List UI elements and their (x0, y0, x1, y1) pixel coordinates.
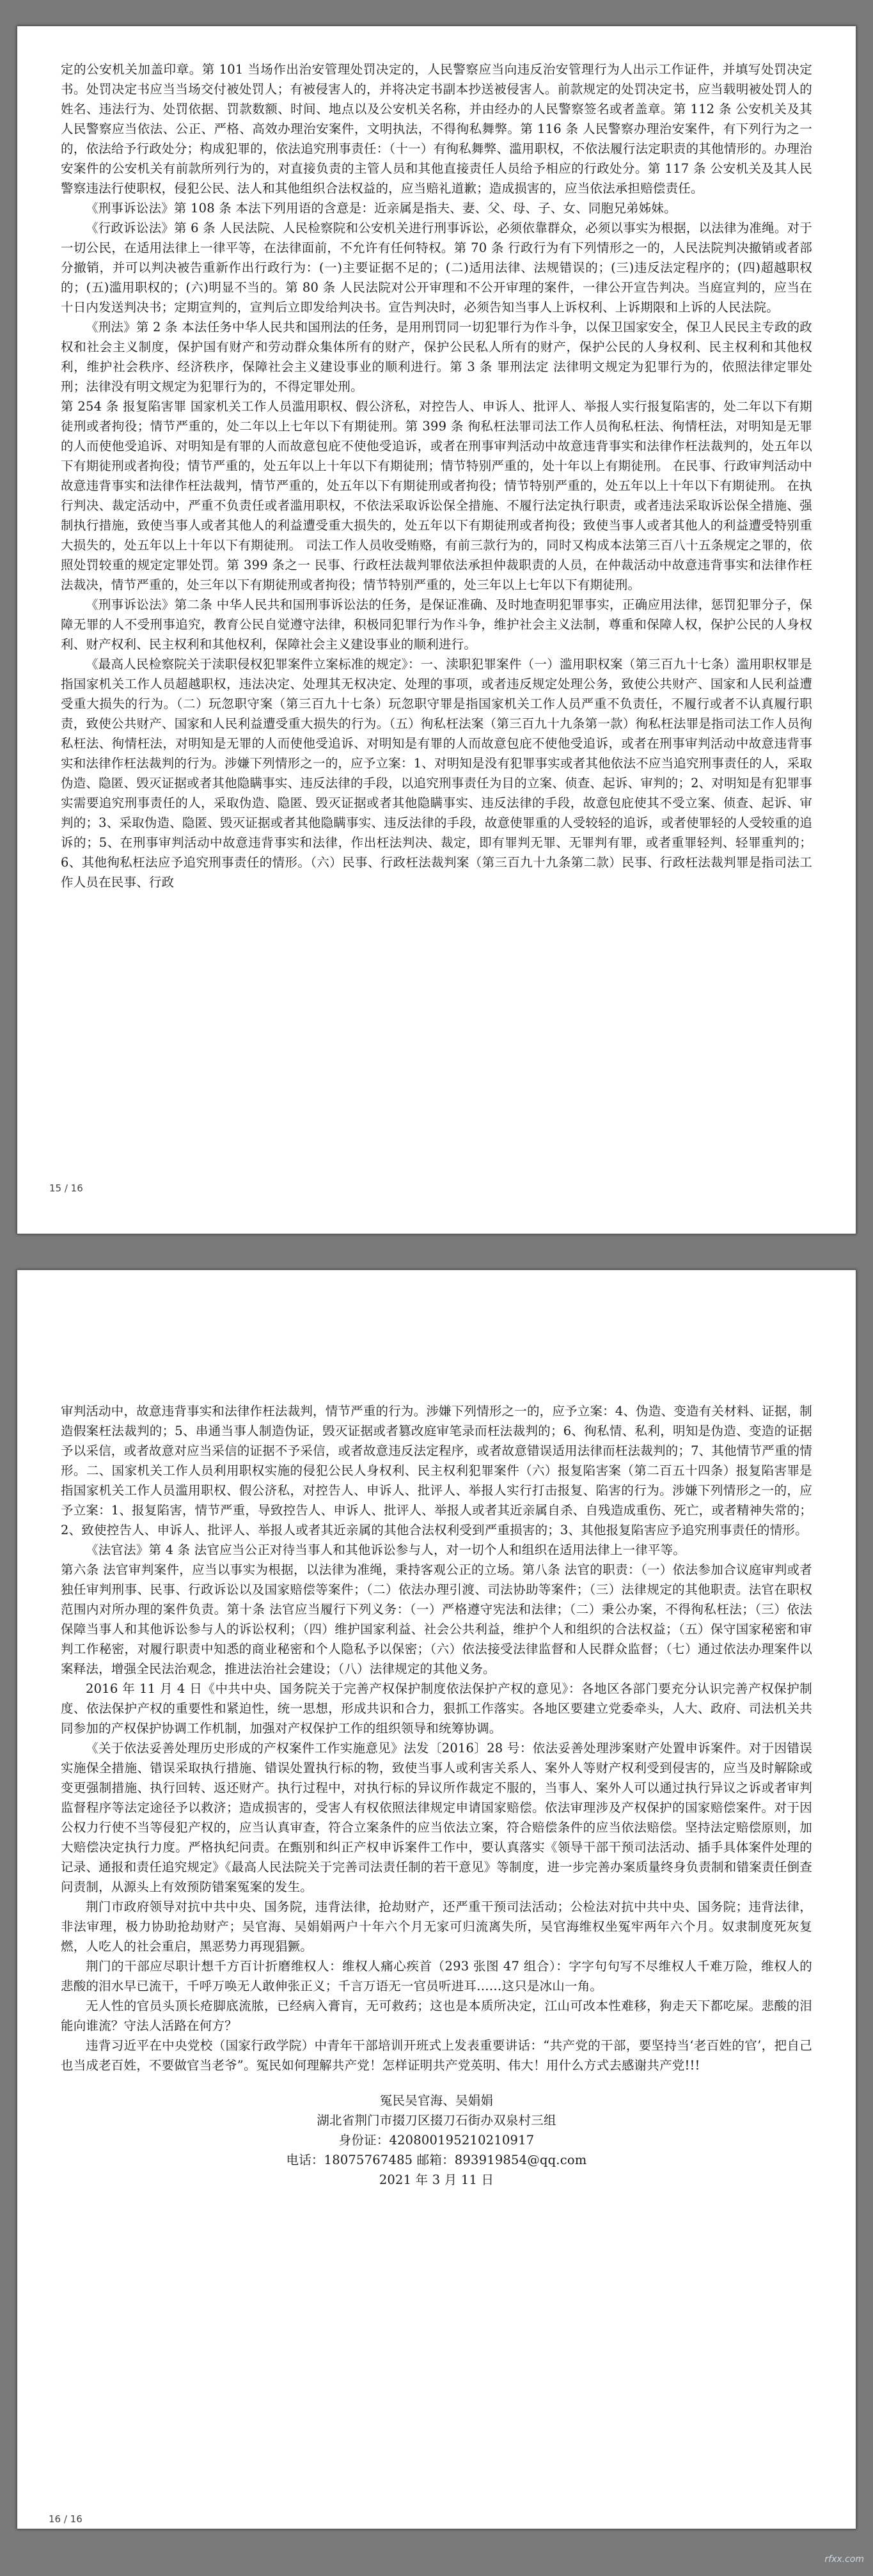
paragraph: 第 254 条 报复陷害罪 国家机关工作人员滥用职权、假公济私，对控告人、申诉人、批评人、举报人实行报复陷害的，处二年以下有期徒刑或者拘役；情节严重的，处二年以上七年以下有期徒刑。第 399 条 徇私枉法罪司法工作人员徇私枉法、徇情枉法，对明知是无罪的人而使他受追诉、对明知是有罪的人而故意包庇不使他受追诉，或者在刑事审判活动中故意违背事实和法律作枉法裁判的，处五年以下有期徒刑或者拘役；情节严重的，处五年以上十年以下有期徒刑；情节特别严重的，处十年以上有期徒刑。 在民事、行政审判活动中故意违背事实和法律作枉法裁判，情节严重的，处五年以下有期徒刑或者拘役；情节特别严重的，处五年以上十年以下有期徒刑。 在执行判决、裁定活动中，严重不负责任或者滥用职权，不依法采取诉讼保全措施、不履行法定执行职责，或者违法采取诉讼保全措施、强制执行措施，致使当事人或者其他人的利益遭受重大损失的，处五年以下有期徒刑或者拘役；致使当事人或者其他人的利益遭受特别重大损失的，处五年以上十年以下有期徒刑。 司法工作人员收受贿赂，有前三款行为的，同时又构成本法第三百八十五条规定之罪的，依照处罚较重的规定定罪处罚。第 399 条之一 民事、行政枉法裁判罪依法承担仲裁职责的人员，在仲裁活动中故意违背事实和法律作枉法裁决，情节严重的，处三年以下有期徒刑或者拘役；情节特别严重的，处三年以上七年以下有期徒刑。 (61, 399, 812, 592)
paragraph: 定的公安机关加盖印章。第 101 当场作出治安管理处罚决定的，人民警察应当向违反治安管理行为人出示工作证件，并填写处罚决定书。处罚决定书应当当场交付被处罚人；有被侵害人的，并将决定书副本抄送被侵害人。前款规定的处罚决定书，应当载明被处罚人的姓名、违法行为、处罚依据、罚款数额、时间、地点以及公安机关名称，并由经办的人民警察签名或者盖章。第 112 条 公安机关及其人民警察应当依法、公正、严格、高效办理治安案件，文明执法，不得徇私舞弊。第 116 条 人民警察办理治安案件，有下列行为之一的，依法给予行政处分；构成犯罪的，依法追究刑事责任：（十一）有徇私舞弊、滥用职权，不依法履行法定职责的其他情形的。办理治安案件的公安机关有前款所列行为的，对直接负责的主管人员和其他直接责任人员给予相应的行政处分。第 117 条 公安机关及其人民警察违法行使职权，侵犯公民、法人和其他组织合法权益的，应当赔礼道歉；造成损害的，应当依法承担赔偿责任。 (61, 62, 812, 196)
paragraph: 审判活动中，故意违背事实和法律作枉法裁判，情节严重的行为。涉嫌下列情形之一的，应予立案：4、伪造、变造有关材料、证据，制造假案枉法裁判的；5、串通当事人制造伪证，毁灭证据或者篡改庭审笔录而枉法裁判的；6、徇私情、私利，明知是伪造、变造的证据予以采信，或者故意对应当采信的证据不予采信，或者故意违反法定程序，或者故意错误适用法律而枉法裁判的；7、其他情节严重的情形。二、国家机关工作人员利用职权实施的侵犯公民人身权利、民主权利犯罪案件（六）报复陷害案（第二百五十四条）报复陷害罪是指国家机关工作人员滥用职权、假公济私，对控告人、申诉人、批评人、举报人实行打击报复、陷害的行为。涉嫌下列情形之一的，应予立案：1、报复陷害，情节严重，导致控告人、申诉人、批评人、举报人或者其近亲属自杀、自残造成重伤、死亡，或者精神失常的；2、致使控告人、申诉人、批评人、举报人或者其近亲属的其他合法权利受到严重损害的；3、其他报复陷害应予追究刑事责任的情形。 (61, 1404, 812, 1537)
paragraph: 荆门的干部应尽职计想千方百计折磨维权人：维权人痛心疾首（293 张图 47 组合）：字字句句写不尽维权人千难万险，维权人的悲酸的泪水早已流干，千呼万唤无人敢伸张正义；千言万语无一官员听进耳……这只是冰山一角。 (61, 1959, 812, 1993)
page-16-body (61, 1401, 812, 2190)
page-number: 16 / 16 (49, 2513, 83, 2525)
paragraph: 违背习近平在中央党校（国家行政学院）中青年干部培训开班式上发表重要讲话：“共产党的干部，要坚持当‘老百姓的官’，把自己也当成老百姓，不要做官当老爷”。冤民如何理解共产党！怎样证明共产党英明、伟大！用什么方式去感谢共产党!!! (61, 2038, 812, 2073)
paragraph: 荆门市政府领导对抗中共中央、国务院，违背法律，抢劫财产，还严重干预司法活动；公检法对抗中共中央、国务院；违背法律，非法审理，极力协助抢劫财产；吴官海、吴娟娟两户十年六个月无家可归流离失所，吴官海维权坐冤牢两年六个月。奴隶制度死灰复燃，人吃人的社会重启，黑恶势力再现猖獗。 (61, 1899, 812, 1954)
paragraph: 《关于依法妥善处理历史形成的产权案件工作实施意见》法发〔2016〕28 号：依法妥善处理涉案财产处置申诉案件。对于因错误实施保全措施、错误采取执行措施、错误处置执行标的物，致使当事人或利害关系人、案外人等财产权利受到侵害的，应当及时解除或变更强制措施、执行回转、返还财产。执行过程中，对执行标的异议所作裁定不服的，当事人、案外人可以通过执行异议之诉或者审判监督程序等法定途径予以救济；造成损害的，受害人有权依照法律规定申请国家赔偿。依法审理涉及产权保护的国家赔偿案件。对于因公权力行使不当等侵犯产权的，应当认真审查，符合立案条件的应当依法立案，符合赔偿条件的应当依法赔偿。坚持法定赔偿原则，加大赔偿决定执行力度。严格执纪问责。在甄别和纠正产权申诉案件工作中，要认真落实《领导干部干预司法活动、插手具体案件处理的记录、通报和责任追究规定》《最高人民法院关于完善司法责任制的若干意见》等制度，进一步完善办案质量终身负责制和错案责任倒查问责制，从源头上有效预防错案冤案的发生。 (61, 1741, 812, 1894)
signature-address: 湖北省荆门市掇刀区掇刀石街办双泉村三组 (317, 2113, 556, 2128)
paragraph: 《刑事诉讼法》第二条 中华人民共和国刑事诉讼法的任务，是保证准确、及时地查明犯罪事实，正确应用法律，惩罚犯罪分子，保障无罪的人不受刑事追究，教育公民自觉遵守法律，积极同犯罪行为作斗争，维护社会主义法制，尊重和保障人权，保护公民的人身权利、财产权利、民主权利和其他权利，保障社会主义建设事业的顺利进行。 (61, 597, 812, 652)
paragraph: 《行政诉讼法》第 6 条 人民法院、人民检察院和公安机关进行刑事诉讼，必须依靠群众，必须以事实为根据，以法律为准绳。对于一切公民，在适用法律上一律平等，在法律面前，不允许有任何特权。第 70 条 行政行为有下列情形之一的，人民法院判决撤销或者部分撤销，并可以判决被告重新作出行政行为：(一)主要证据不足的；(二)适用法律、法规错误的；(三)违反法定程序的；(四)超越职权的；(五)滥用职权的；(六)明显不当的。第 80 条 人民法院对公开审理和不公开审理的案件，一律公开宣告判决。当庭宣判的，应当在十日内发送判决书；定期宣判的，宣判后立即发给判决书。宣告判决时，必须告知当事人上诉权利、上诉期限和上诉的人民法院。 (61, 221, 812, 315)
signature-id: 身份证：420800195210210917 (338, 2133, 535, 2148)
paragraph: 第六条 法官审判案件，应当以事实为根据，以法律为准绳，秉持客观公正的立场。第八条 法官的职责：（一）依法参加合议庭审判或者独任审判刑事、民事、行政诉讼以及国家赔偿等案件；（二）依法办理引渡、司法协助等案件；（三）法律规定的其他职责。法官在职权范围内对所办理的案件负责。第十条 法官应当履行下列义务：（一）严格遵守宪法和法律；（二）秉公办案，不得徇私枉法；（三）依法保障当事人和其他诉讼参与人的诉讼权利；（四）维护国家利益、社会公共利益，维护个人和组织的合法权益；（五）保守国家秘密和审判工作秘密，对履行职责中知悉的商业秘密和个人隐私予以保密；（六）依法接受法律监督和人民群众监督；（七）通过依法办理案件以案释法，增强全民法治观念，推进法治社会建设；（八）法律规定的其他义务。 (61, 1562, 812, 1676)
signature-name: 冤民吴官海、吴娟娟 (379, 2093, 494, 2108)
document-page-16 (17, 1269, 856, 2529)
document-page-15 (17, 26, 856, 1234)
signature-date: 2021 年 3 月 11 日 (379, 2172, 494, 2187)
paragraph: 《刑法》第 2 条 本法任务中华人民共和国刑法的任务，是用刑罚同一切犯罪行为作斗争，以保卫国家安全，保卫人民民主专政的政权和社会主义制度，保护国有财产和劳动群众集体所有的财产，保护公民私人所有的财产，保护公民的人身权利、民主权利和其他权利，维护社会秩序、经济秩序，保障社会主义建设事业的顺利进行。第 3 条 罪刑法定 法律明文规定为犯罪行为的，依照法律定罪处刑；法律没有明文规定为犯罪行为的，不得定罪处刑。 (61, 320, 812, 394)
paragraph: 《法官法》第 4 条 法官应当公正对待当事人和其他诉讼参与人，对一切个人和组织在适用法律上一律平等。 (86, 1543, 686, 1557)
paragraph: 《刑事诉讼法》第 108 条 本法下列用语的含意是：近亲属是指夫、妻、父、母、子、女、同胞兄弟姊妹。 (86, 201, 677, 216)
page-15-body (61, 59, 812, 892)
paragraph: 无人性的官员头顶长疮脚底流脓，已经病入膏肓，无可救药；这也是本质所决定，江山可改本性难移，狗走天下都吃屎。悲酸的泪能向谁流？守法人活路在何方？ (61, 1999, 812, 2033)
paragraph: 《最高人民检察院关于渎职侵权犯罪案件立案标准的规定》：一、渎职犯罪案件（一）滥用职权案（第三百九十七条）滥用职权罪是指国家机关工作人员超越职权，违法决定、处理其无权决定、处理的事项，或者违反规定处理公务，致使公共财产、国家和人民利益遭受重大损失的行为。（二）玩忽职守案（第三百九十七条）玩忽职守罪是指国家机关工作人员严重不负责任，不履行或者不认真履行职责，致使公共财产、国家和人民利益遭受重大损失的行为。（五）徇私枉法案（第三百九十九条第一款）徇私枉法罪是指司法工作人员徇私枉法、徇情枉法，对明知是无罪的人而使他受追诉、对明知是有罪的人而故意包庇不使他受追诉，或者在刑事审判活动中故意违背事实和法律作枉法裁判的行为。涉嫌下列情形之一的，应予立案：1、对明知是没有犯罪事实或者其他依法不应当追究刑事责任的人，采取伪造、隐匿、毁灭证据或者其他隐瞒事实、违反法律的手段，以追究刑事责任为目的立案、侦查、起诉、审判的；2、对明知是有犯罪事实需要追究刑事责任的人，采取伪造、隐匿、毁灭证据或者其他隐瞒事实、违反法律的手段，故意包庇使其不受立案、侦查、起诉、审判的；3、采取伪造、隐匿、毁灭证据或者其他隐瞒事实、违反法律的手段，故意使罪重的人受较轻的追诉，或者使罪轻的人受较重的追诉的；5、在刑事审判活动中故意违背事实和法律，作出枉法判决、裁定，即有罪判无罪、无罪判有罪，或者重罪轻判、轻罪重判的；6、其他徇私枉法应予追究刑事责任的情形。（六）民事、行政枉法裁判案（第三百九十九条第二款）民事、行政枉法裁判罪是指司法工作人员在民事、行政 (61, 657, 812, 890)
watermark: rfxx.com (824, 2554, 864, 2564)
signature-block (61, 2091, 812, 2190)
page-number: 15 / 16 (49, 1182, 83, 1194)
signature-contact: 电话：18075767485 邮箱：893919854@qq.com (286, 2153, 587, 2167)
paragraph: 2016 年 11 月 4 日《中共中央、国务院关于完善产权保护制度依法保护产权的意见》：各地区各部门要充分认识完善产权保护制度、依法保护产权的重要性和紧迫性，统一思想，形成共识和合力，狠抓工作落实。各地区要建立党委牵头，人大、政府、司法机关共同参加的产权保护协调工作机制，加强对产权保护工作的组织领导和统筹协调。 (61, 1681, 812, 1736)
